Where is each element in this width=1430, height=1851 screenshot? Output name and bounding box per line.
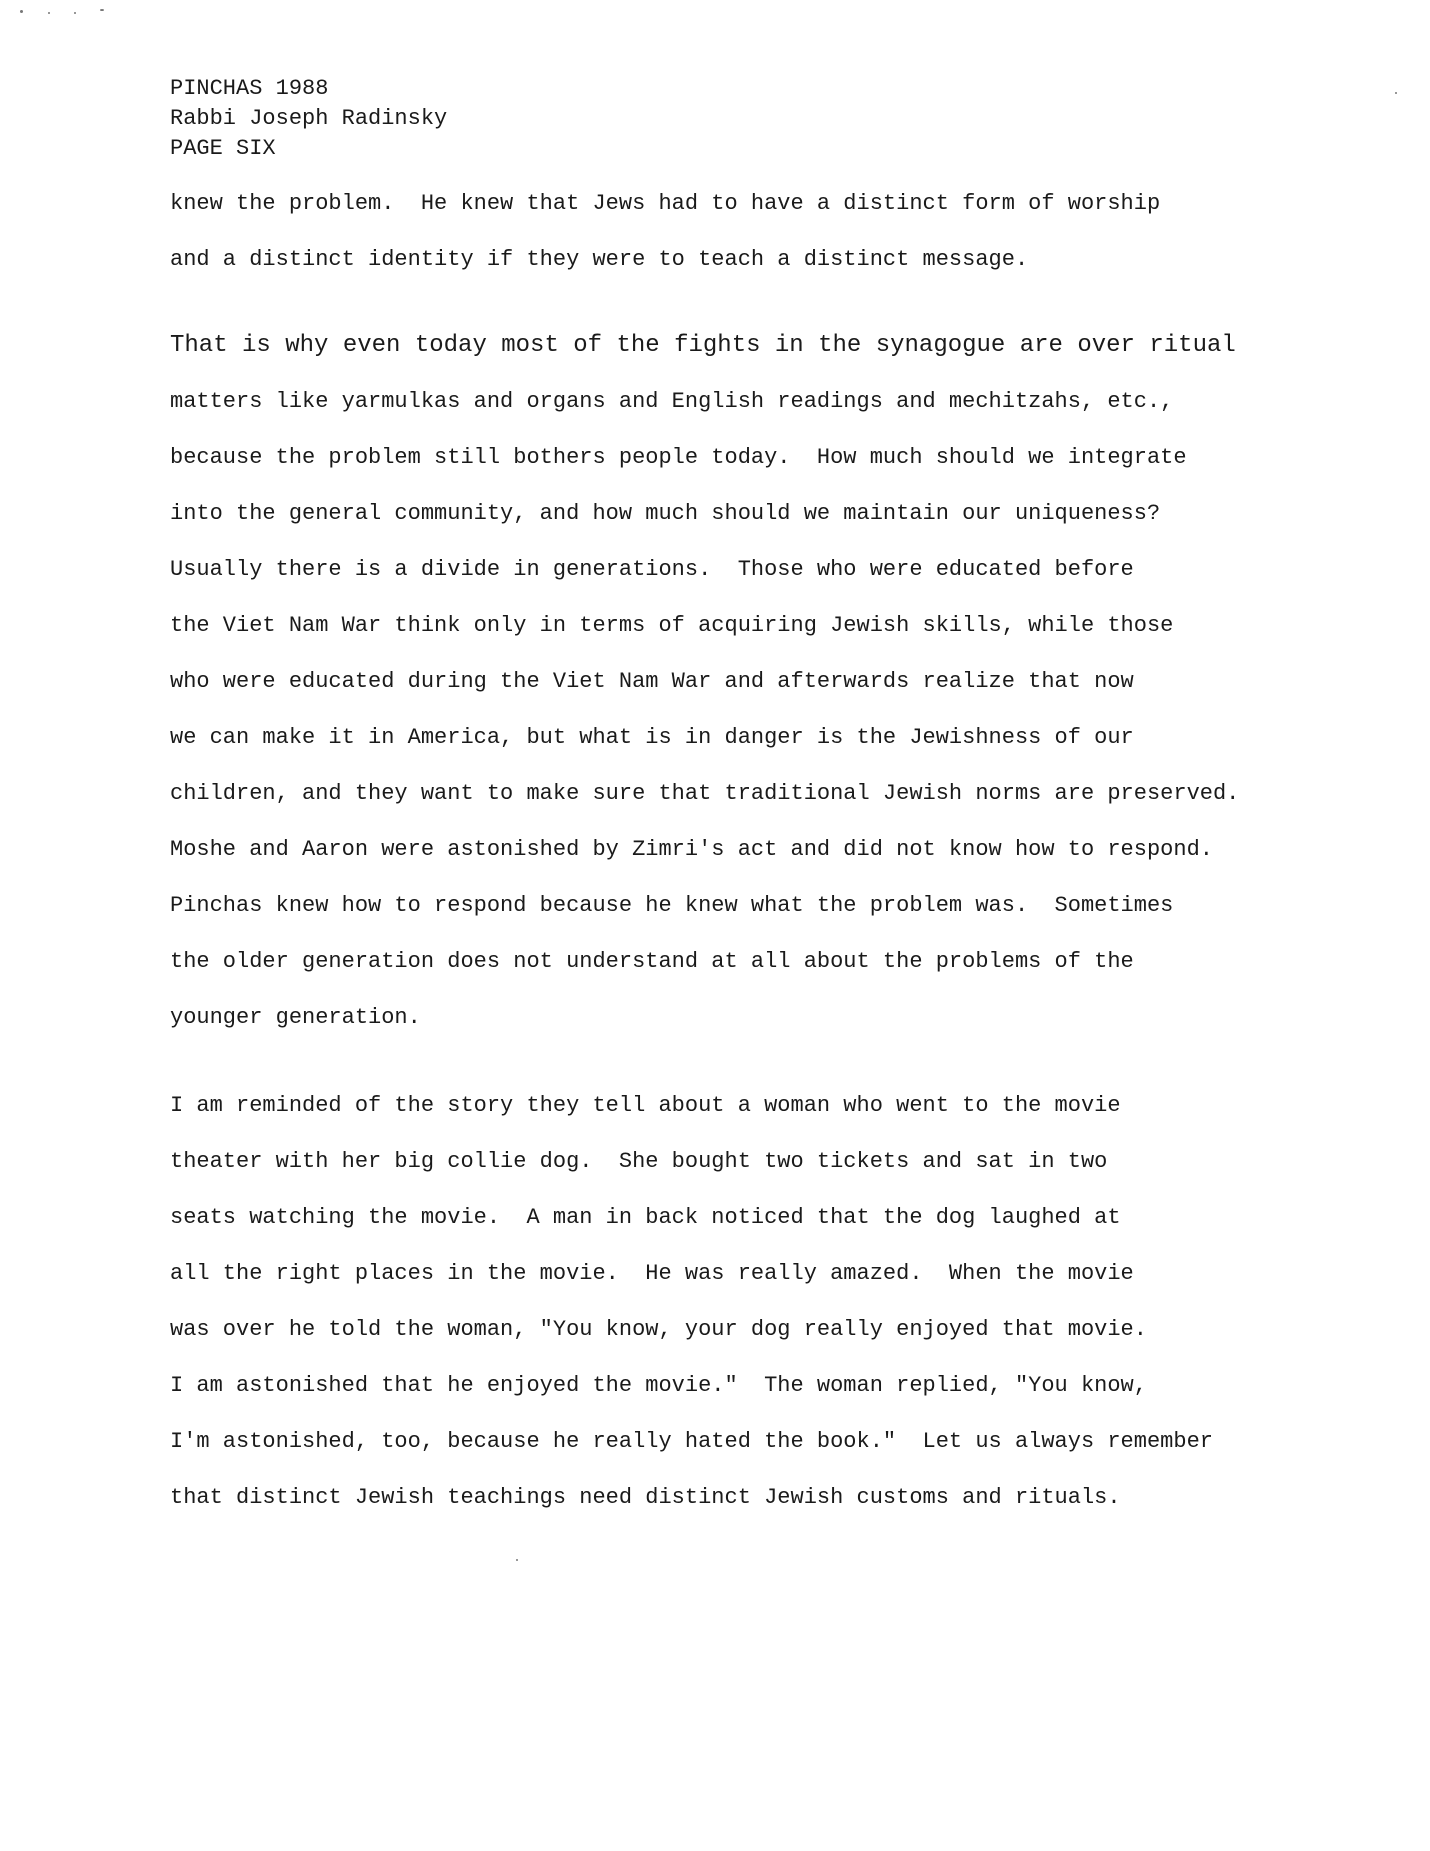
scan-speck	[100, 9, 104, 11]
text-line: I am astonished that he enjoyed the movie." The woman replied, "You know,	[170, 1373, 1147, 1398]
text-line: matters like yarmulkas and organs and English readings and mechitzahs, etc.,	[170, 389, 1174, 414]
text-line: into the general community, and how much should we maintain our uniqueness?	[170, 501, 1161, 526]
text-line: who were educated during the Viet Nam War and afterwards realize that now	[170, 669, 1134, 694]
text-line: that distinct Jewish teachings need distinct Jewish customs and rituals.	[170, 1485, 1121, 1510]
header-author: Rabbi Joseph Radinsky	[170, 106, 448, 131]
scan-speck	[20, 10, 23, 13]
text-line: and a distinct identity if they were to teach a distinct message.	[170, 247, 1029, 272]
document-header	[170, 74, 447, 164]
text-line: That is why even today most of the fights in the synagogue are over ritual	[170, 332, 1236, 359]
text-line: I am reminded of the story they tell about a woman who went to the movie	[170, 1093, 1121, 1118]
text-line: Pinchas knew how to respond because he knew what the problem was. Sometimes	[170, 893, 1174, 918]
text-line: we can make it in America, but what is in danger is the Jewishness of our	[170, 725, 1134, 750]
text-line: younger generation.	[170, 1005, 421, 1030]
scan-speck	[74, 12, 76, 14]
header-title: PINCHAS 1988	[170, 76, 329, 101]
text-line: seats watching the movie. A man in back noticed that the dog laughed at	[170, 1205, 1121, 1230]
text-line: the older generation does not understand at all about the problems of the	[170, 949, 1134, 974]
text-line: the Viet Nam War think only in terms of acquiring Jewish skills, while those	[170, 613, 1174, 638]
text-line: all the right places in the movie. He was really amazed. When the movie	[170, 1261, 1134, 1286]
paragraph-2	[170, 318, 1239, 1046]
paragraph-1	[170, 176, 1160, 288]
scan-speck	[48, 12, 50, 14]
text-line: Usually there is a divide in generations. Those who were educated before	[170, 557, 1134, 582]
text-line: knew the problem. He knew that Jews had to have a distinct form of worship	[170, 191, 1161, 216]
text-line: Moshe and Aaron were astonished by Zimri's act and did not know how to respond.	[170, 837, 1213, 862]
header-page-label: PAGE SIX	[170, 136, 276, 161]
scan-speck	[516, 1559, 518, 1561]
text-line: children, and they want to make sure that traditional Jewish norms are preserved.	[170, 781, 1240, 806]
scan-speck	[1395, 92, 1397, 94]
text-line: because the problem still bothers people today. How much should we integrate	[170, 445, 1187, 470]
text-line: was over he told the woman, "You know, your dog really enjoyed that movie.	[170, 1317, 1147, 1342]
text-line: theater with her big collie dog. She bought two tickets and sat in two	[170, 1149, 1108, 1174]
paragraph-3	[170, 1078, 1213, 1526]
text-line: I'm astonished, too, because he really hated the book." Let us always remember	[170, 1429, 1213, 1454]
